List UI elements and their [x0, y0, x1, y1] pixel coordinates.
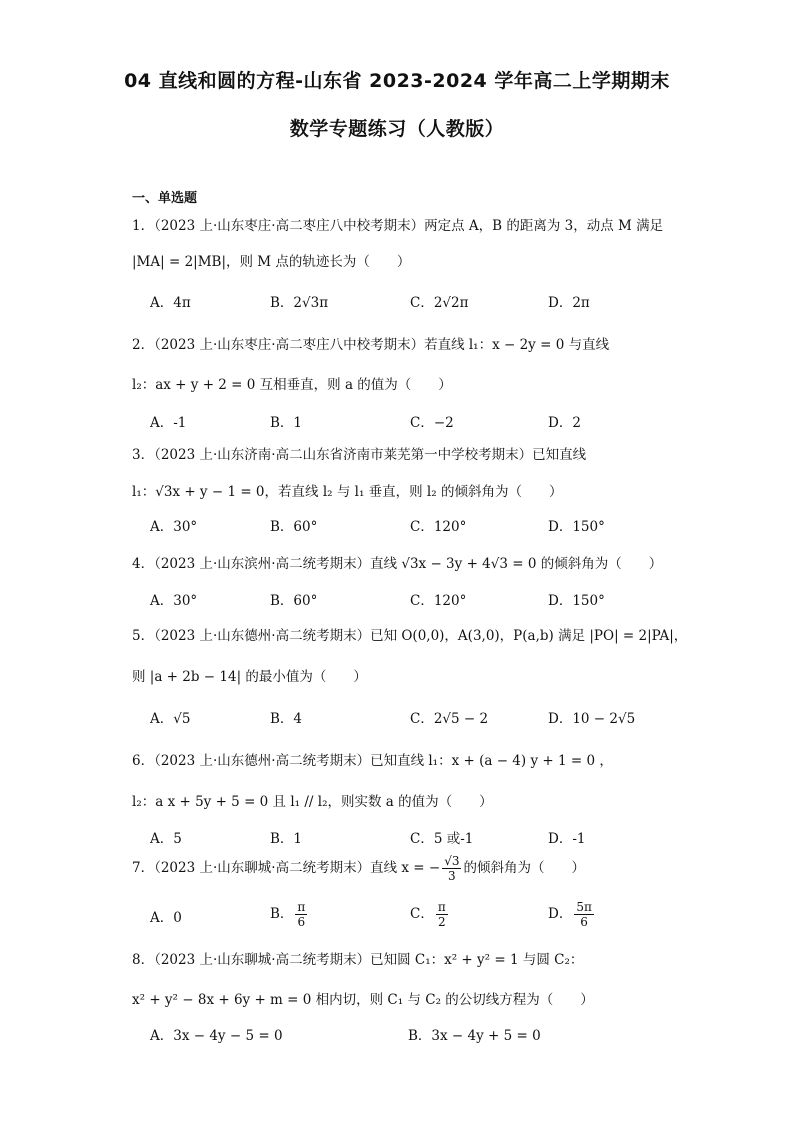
question-8-option-b: B．3x − 4y + 5 = 0 [408, 1028, 541, 1044]
question-4-option-b: B．60° [270, 593, 318, 609]
question-7-option-d-label: D． [548, 906, 573, 922]
question-6-option-c: C．5 或-1 [410, 831, 474, 847]
question-7-option-b-denominator: 6 [297, 915, 306, 929]
question-7-option-b-fraction [295, 900, 307, 929]
question-6-option-b: B．1 [270, 831, 303, 847]
question-7-option-c-fraction [436, 900, 448, 929]
question-5-option-c: C．2√5 − 2 [410, 711, 489, 727]
question-6-stem-line-1: 6．（2023 上·山东德州·高二统考期末）已知直线 l₁：x + (a − 4) y + 1 = 0 ， [132, 753, 613, 769]
question-7-options [150, 900, 750, 932]
question-5-stem-line-2: 则 |a + 2b − 14| 的最小值为（ ） [132, 669, 367, 685]
question-4-stem-line-1: 4．（2023 上·山东滨州·高二统考期末）直线 √3x − 3y + 4√3 = 0 的倾斜角为（ ） [132, 556, 663, 572]
question-7-option-d-fraction [574, 900, 594, 929]
question-7-option-c-numerator: π [437, 900, 446, 914]
question-1-option-d: D．2π [548, 295, 590, 311]
question-6-options [150, 827, 750, 849]
question-7-stem [132, 854, 585, 883]
question-7-option-d-denominator: 6 [580, 915, 588, 929]
question-3-option-b: B．60° [270, 519, 318, 535]
question-3-option-c: C．120° [410, 519, 467, 535]
question-6-option-d: D．-1 [548, 831, 586, 847]
question-3-options [150, 515, 750, 537]
question-8-options [150, 1024, 750, 1046]
question-4-option-a: A．30° [150, 593, 198, 609]
document-title-line-1: 04 直线和圆的方程-山东省 2023-2024 学年高二上学期期末 [124, 70, 670, 92]
question-7-option-a: A．0 [150, 910, 182, 926]
question-7-option-d [548, 900, 596, 929]
question-2-options [150, 411, 750, 433]
question-4-option-d: D．150° [548, 593, 605, 609]
question-7-option-b-numerator: π [297, 900, 306, 914]
question-6-stem-line-2: l₂：a x + 5y + 5 = 0 且 l₁ // l₂，则实数 a 的值为（ ） [132, 794, 493, 810]
question-5-option-d: D．10 − 2√5 [548, 711, 636, 727]
question-8-stem-line-2: x² + y² − 8x + 6y + m = 0 相内切，则 C₁ 与 C₂ 的公切线方程为（ ） [132, 992, 594, 1008]
question-7-option-b [270, 900, 309, 929]
question-2-option-c: C．−2 [410, 415, 454, 431]
question-8-option-a: A．3x − 4y − 5 = 0 [150, 1028, 283, 1044]
question-5-option-a: A．√5 [150, 711, 191, 727]
question-6-option-a: A．5 [150, 831, 182, 847]
question-1-stem-line-2: |MA| = 2|MB|，则 M 点的轨迹长为（ ） [132, 254, 411, 270]
question-3-stem-line-2: l₁：√3x + y − 1 = 0，若直线 l₂ 与 l₁ 垂直，则 l₂ 的倾斜角为（ ） [132, 484, 563, 500]
question-2-option-a: A．-1 [150, 415, 187, 431]
question-3-option-d: D．150° [548, 519, 605, 535]
question-7-option-d-numerator: 5π [576, 900, 592, 914]
question-2-stem-line-1: 2．（2023 上·山东枣庄·高二枣庄八中校考期末）若直线 l₁：x − 2y = 0 与直线 [132, 337, 610, 353]
question-2-stem-line-2: l₂：ax + y + 2 = 0 互相垂直，则 a 的值为（ ） [132, 377, 452, 393]
question-1-option-c: C．2√2π [410, 295, 469, 311]
question-5-option-b: B．4 [270, 711, 303, 727]
question-1-options [150, 291, 750, 313]
question-5-options [150, 707, 750, 729]
question-1-option-a: A．4π [150, 295, 191, 311]
question-1-stem-line-1: 1．（2023 上·山东枣庄·高二枣庄八中校考期末）两定点 A，B 的距离为 3，动点 M 满足 [132, 218, 664, 234]
question-7-option-b-label: B． [270, 906, 294, 922]
question-7-option-c [410, 900, 450, 929]
question-7-option-c-denominator: 2 [437, 915, 446, 929]
question-7-fraction-numerator: √3 [444, 854, 460, 868]
question-4-option-c: C．120° [410, 593, 467, 609]
question-3-option-a: A．30° [150, 519, 198, 535]
question-4-options [150, 589, 750, 611]
question-7-fraction-denominator: 3 [448, 869, 456, 883]
question-7-stem-suffix: 的倾斜角为（ ） [463, 860, 585, 876]
question-7-fraction [442, 854, 461, 883]
question-5-stem-line-1: 5．（2023 上·山东德州·高二统考期末）已知 O(0,0)，A(3,0)，P(a,b) 满足 |PO| = 2|PA|， [132, 628, 688, 644]
question-2-option-b: B．1 [270, 415, 303, 431]
question-1-option-b: B．2√3π [270, 295, 329, 311]
question-7-stem-prefix: 7．（2023 上·山东聊城·高二统考期末）直线 x = − [132, 860, 441, 876]
section-heading: 一、单选题 [132, 191, 198, 206]
question-3-stem-line-1: 3．（2023 上·山东济南·高二山东省济南市莱芜第一中学校考期末）已知直线 [132, 447, 587, 463]
question-8-stem-line-1: 8．（2023 上·山东聊城·高二统考期末）已知圆 C₁：x² + y² = 1 与圆 C₂： [132, 952, 584, 968]
document-title-line-2: 数学专题练习（人教版） [289, 118, 505, 140]
question-2-option-d: D．2 [548, 415, 581, 431]
question-7-option-c-label: C． [410, 906, 434, 922]
